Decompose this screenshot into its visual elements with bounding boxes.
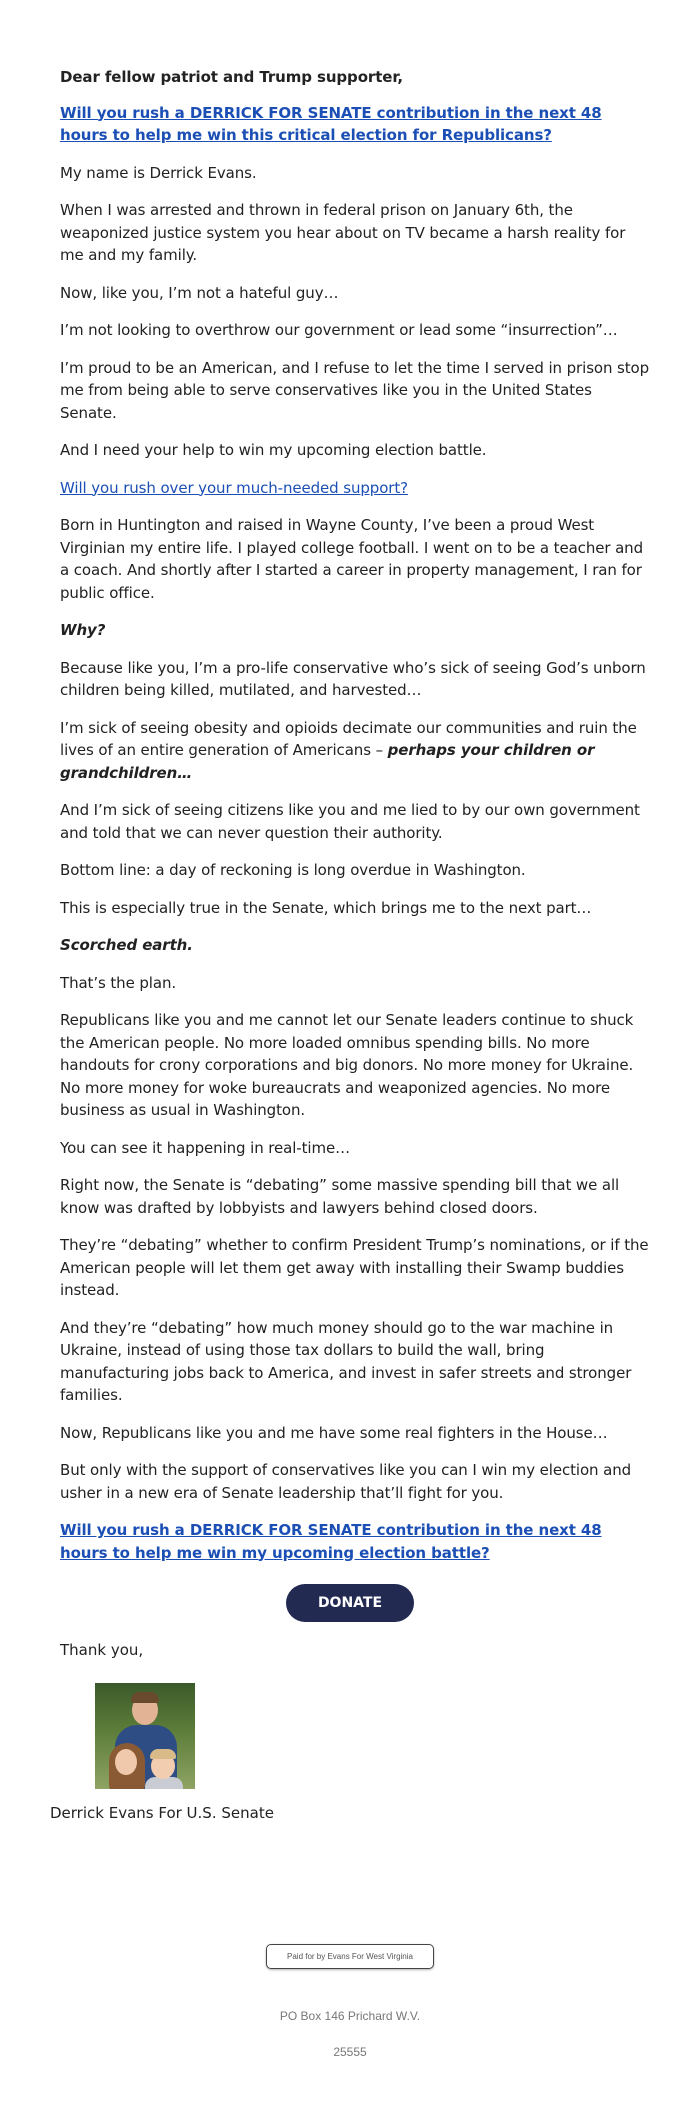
paragraph-need-help: And I need your help to win my upcoming election battle.: [60, 441, 487, 459]
zip-code: 25555: [333, 2045, 367, 2059]
paid-for-container: [0, 1944, 700, 1969]
support-paragraph: [60, 477, 650, 500]
closing: Thank you,: [60, 1641, 144, 1659]
obesity-emphasis: perhaps your children or grandchildren…: [60, 741, 595, 782]
donate-container: [0, 1584, 700, 1622]
donate-button[interactable]: DONATE: [286, 1584, 414, 1622]
paragraph-born: Born in Huntington and raised in Wayne County, I’ve been a proud West Virginian my entire life. I played college football. I went on to be a teacher and a coach. And shortly after I started a career in property management, I ran for public office.: [60, 516, 644, 602]
contribution-link-1[interactable]: Will you rush a DERRICK FOR SENATE contribution in the next 48 hours to help me win this critical election for Republicans?: [60, 103, 602, 144]
paragraph-debating-3: And they’re “debating” how much money should go to the war machine in Ukraine, instead of using those tax dollars to build the wall, bring manufacturing jobs back to America, and invest in safer streets and stronger families.: [60, 1318, 632, 1404]
letter-content: [60, 66, 650, 1579]
paragraph-prolife: Because like you, I’m a pro-life conservative who’s sick of seeing God’s unborn children being killed, mutilated, and harvested…: [60, 658, 646, 699]
paragraph-name: My name is Derrick Evans.: [60, 163, 257, 182]
paragraph-not-overthrow: I’m not looking to overthrow our government or lead some “insurrection”…: [60, 321, 618, 339]
paragraph-obesity: [60, 717, 650, 785]
photo-boy-hair: [150, 1749, 176, 1759]
paragraph-fighters: Now, Republicans like you and me have some real fighters in the House…: [60, 1423, 608, 1442]
paragraph-proud: I’m proud to be an American, and I refuse to let the time I served in prison stop me from being able to serve conservatives like you in the United States Senate.: [60, 358, 650, 422]
paragraph-arrested: When I was arrested and thrown in federal prison on January 6th, the weaponized justice system you hear about on TV became a harsh reality for me and my family.: [60, 201, 626, 264]
contribution-link-2[interactable]: Will you rush a DERRICK FOR SENATE contribution in the next 48 hours to help me win my upcoming election battle?: [60, 1521, 602, 1562]
mailing-address: PO Box 146 Prichard W.V.: [279, 2009, 421, 2023]
photo-man-hair: [131, 1692, 159, 1703]
paragraph-debating-1: Right now, the Senate is “debating” some massive spending bill that we all know was drafted by lobbyists and lawyers behind closed doors.: [60, 1176, 620, 1217]
paragraph-not-hateful: Now, like you, I’m not a hateful guy…: [60, 283, 339, 302]
greeting: Dear fellow patriot and Trump supporter,: [60, 68, 404, 86]
paragraph-why: Why?: [60, 621, 106, 639]
paragraph-lied: And I’m sick of seeing citizens like you and me lied to by our own government and told that we can never question their authority.: [60, 801, 640, 842]
cta-paragraph-1: [60, 102, 650, 147]
support-link[interactable]: Will you rush over your much-needed support?: [60, 478, 409, 497]
paragraph-realtime: You can see it happening in real-time…: [60, 1138, 351, 1157]
cta-paragraph-2: [60, 1519, 650, 1564]
photo-girl-face: [115, 1749, 137, 1775]
signature: Derrick Evans For U.S. Senate: [50, 1804, 274, 1822]
paragraph-support: But only with the support of conservatives like you can I win my election and usher in a new era of Senate leadership that’ll fight for you.: [60, 1461, 632, 1502]
paragraph-plan: That’s the plan.: [60, 973, 177, 992]
obesity-text: I’m sick of seeing obesity and opioids decimate our communities and ruin the lives of an entire generation of Americans –: [60, 718, 637, 759]
candidate-family-photo: [95, 1683, 195, 1789]
paragraph-reckoning: Bottom line: a day of reckoning is long overdue in Washington.: [60, 861, 526, 879]
paragraph-senate: This is especially true in the Senate, which brings me to the next part…: [60, 898, 592, 917]
paragraph-scorched: Scorched earth.: [60, 936, 193, 954]
paid-for-disclaimer: Paid for by Evans For West Virginia: [266, 1944, 434, 1969]
paragraph-republicans: Republicans like you and me cannot let our Senate leaders continue to shuck the American people. No more loaded omnibus spending bills. No more handouts for crony corporations and big donors. No more money for Ukraine. No more money for woke bureaucrats and weaponized agencies. No more business as usual in Washington.: [60, 1011, 634, 1119]
paragraph-debating-2: They’re “debating” whether to confirm President Trump’s nominations, or if the American people will let them get away with installing their Swamp buddies instead.: [60, 1236, 649, 1299]
